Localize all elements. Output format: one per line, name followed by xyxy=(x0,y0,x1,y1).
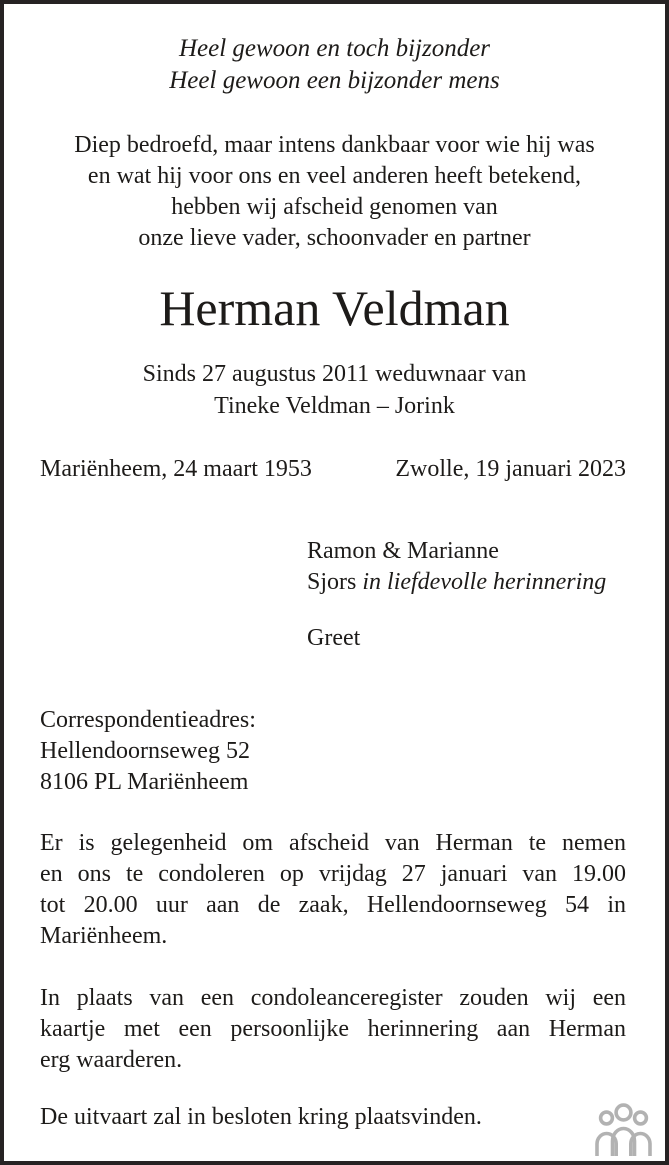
funeral-note: De uitvaart zal in besloten kring plaatsvinden. xyxy=(40,1104,482,1130)
center-head xyxy=(616,1105,631,1120)
memorial-note: in liefdevolle herinnering xyxy=(362,569,607,595)
family-member-name: Sjors xyxy=(307,569,363,595)
paragraph-line: tot 20.00 uur aan de zaak, Hellendoornseweg 54 in xyxy=(40,892,626,918)
address-line: Hellendoornseweg 52 xyxy=(40,738,250,764)
verse-line: Heel gewoon een bijzonder mens xyxy=(169,67,500,94)
widower-line: Sinds 27 augustus 2011 weduwnaar van xyxy=(142,361,527,387)
right-head xyxy=(635,1112,647,1124)
intro-line: en wat hij voor ons en veel anderen heeft betekend, xyxy=(87,163,582,189)
family-line xyxy=(307,567,665,598)
birth-place-date: Mariënheem, 24 maart 1953 xyxy=(40,456,312,482)
widower-block xyxy=(4,358,665,422)
intro-line: onze lieve vader, schoonvader en partner xyxy=(138,225,531,251)
intro-paragraph xyxy=(4,130,665,254)
card-request-paragraph xyxy=(40,983,626,1076)
verse-line: Heel gewoon en toch bijzonder xyxy=(178,35,491,62)
address-line: 8106 PL Mariënheem xyxy=(40,769,249,795)
correspondence-address xyxy=(4,705,665,798)
intro-line: hebben wij afscheid genomen van xyxy=(171,194,498,220)
paragraph-line: Er is gelegenheid om afscheid van Herman te nemen xyxy=(40,830,626,856)
paragraph-line: Mariënheem. xyxy=(40,923,168,949)
death-place-date: Zwolle, 19 januari 2023 xyxy=(395,456,626,482)
family-line: Ramon & Marianne xyxy=(307,538,499,564)
correspondence-label: Correspondentieadres: xyxy=(40,707,256,733)
intro-line: Diep bedroefd, maar intens dankbaar voor wie hij was xyxy=(74,132,595,158)
family-signatures xyxy=(4,536,665,654)
paragraph-line: kaartje met een persoonlijke herinnering aan Herman xyxy=(40,1016,626,1042)
opening-verse xyxy=(4,33,665,97)
condolence-paragraph xyxy=(40,828,626,952)
left-head xyxy=(601,1112,613,1124)
widower-line: Tineke Veldman – Jorink xyxy=(214,393,455,419)
paragraph-line: In plaats van een condoleanceregister zouden wij een xyxy=(40,985,626,1011)
family-line: Greet xyxy=(307,625,361,651)
paragraph-line: en ons te condoleren op vrijdag 27 januari van 19.00 xyxy=(40,861,626,887)
family-figures-icon xyxy=(595,1103,652,1156)
deceased-name: Herman Veldman xyxy=(159,280,510,336)
birth-death-dates xyxy=(40,455,626,483)
paragraph-line: erg waarderen. xyxy=(40,1047,183,1073)
